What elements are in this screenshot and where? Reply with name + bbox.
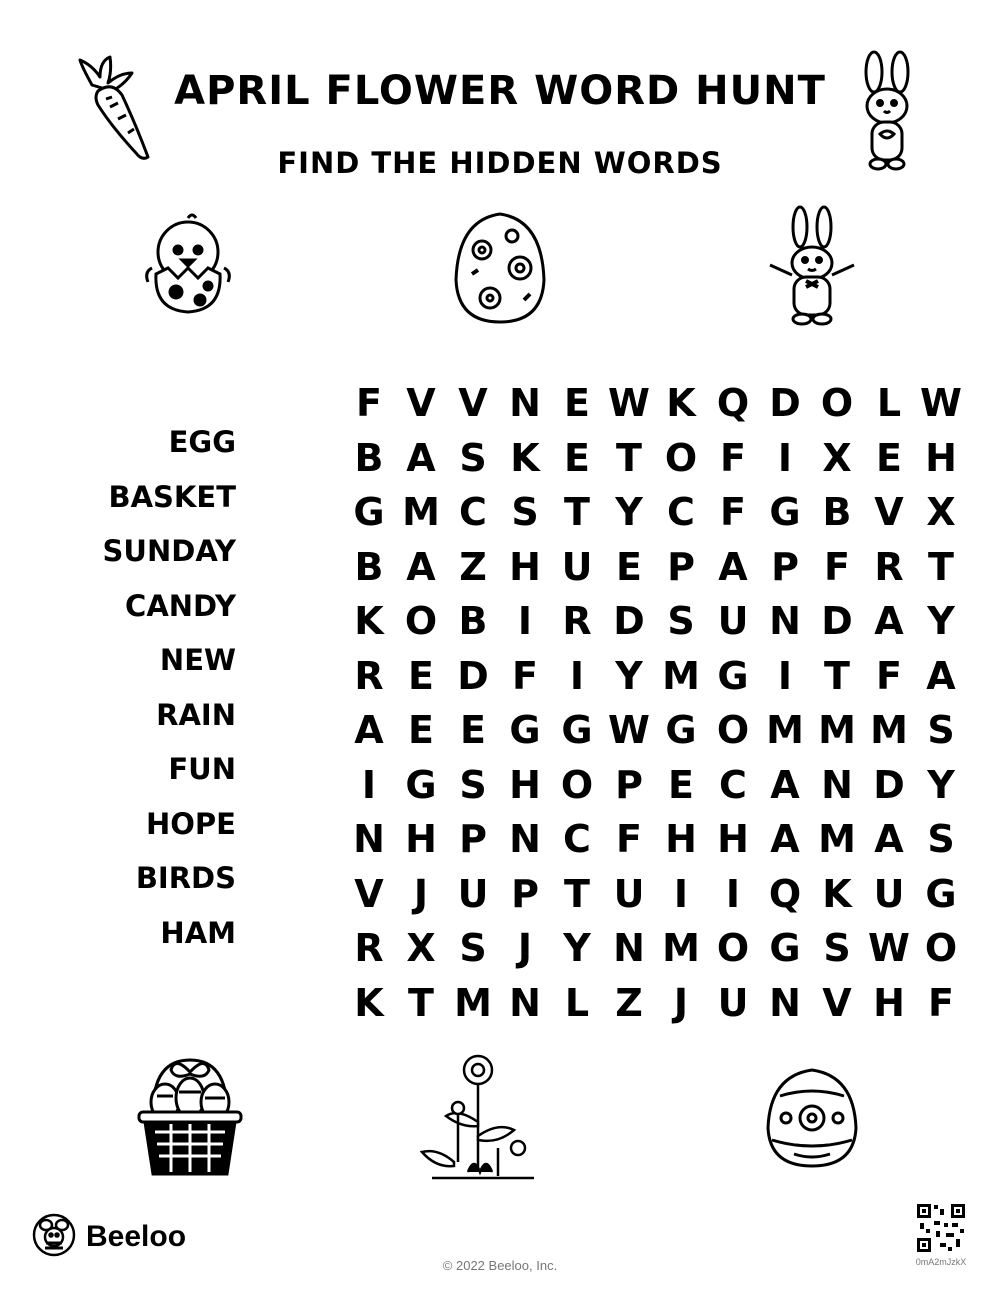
easter-basket-icon bbox=[135, 1052, 245, 1182]
grid-cell: N bbox=[613, 926, 645, 971]
word-list-item: FUN bbox=[168, 752, 236, 786]
word-list-item: HOPE bbox=[146, 806, 236, 841]
grid-cell: W bbox=[608, 708, 650, 753]
grid-cell: V bbox=[354, 871, 384, 916]
grid-cell: F bbox=[720, 435, 746, 480]
grid-cell: H bbox=[509, 544, 541, 589]
grid-cell: A bbox=[770, 762, 800, 807]
grid-cell: Y bbox=[615, 653, 643, 698]
grid-cell: P bbox=[615, 762, 643, 807]
grid-cell: H bbox=[925, 435, 957, 480]
grid-cell: H bbox=[665, 817, 697, 862]
grid-cell: U bbox=[457, 871, 489, 916]
word-list-item: CANDY bbox=[125, 588, 236, 623]
grid-cell: Z bbox=[459, 544, 487, 589]
grid-cell: N bbox=[821, 762, 853, 807]
word-list-item: RAIN bbox=[156, 697, 236, 732]
grid-cell: Y bbox=[927, 762, 955, 807]
grid-cell: W bbox=[608, 381, 650, 426]
grid-cell: C bbox=[563, 817, 591, 862]
grid-cell: T bbox=[928, 544, 954, 589]
grid-cell: P bbox=[771, 544, 799, 589]
page-title: APRIL FLOWER WORD HUNT bbox=[174, 68, 826, 114]
grid-cell: H bbox=[509, 762, 541, 807]
grid-cell: A bbox=[874, 817, 904, 862]
waving-bunny-icon bbox=[762, 205, 862, 327]
grid-cell: P bbox=[511, 871, 539, 916]
grid-cell: D bbox=[821, 599, 853, 644]
grid-cell: R bbox=[562, 599, 592, 644]
grid-cell: N bbox=[769, 599, 801, 644]
grid-cell: G bbox=[405, 762, 437, 807]
grid-cell: S bbox=[459, 762, 487, 807]
grid-cell: R bbox=[354, 926, 384, 971]
grid-cell: A bbox=[406, 435, 436, 480]
grid-cell: D bbox=[613, 599, 645, 644]
grid-cell: J bbox=[413, 871, 429, 916]
grid-cell: I bbox=[517, 599, 533, 644]
grid-cell: T bbox=[408, 980, 434, 1025]
grid-cell: E bbox=[408, 708, 434, 753]
bunny-icon bbox=[852, 50, 922, 172]
grid-cell: E bbox=[460, 708, 486, 753]
grid-cell: O bbox=[716, 708, 750, 753]
grid-cell: X bbox=[822, 435, 852, 480]
grid-cell: T bbox=[616, 435, 642, 480]
grid-cell: Q bbox=[768, 871, 802, 916]
word-list bbox=[60, 418, 236, 963]
grid-cell: T bbox=[564, 490, 590, 535]
grid-cell: M bbox=[402, 490, 440, 535]
grid-cell: O bbox=[404, 599, 438, 644]
grid-cell: S bbox=[459, 435, 487, 480]
grid-cell: S bbox=[927, 817, 955, 862]
grid-cell: M bbox=[818, 817, 856, 862]
grid-cell: X bbox=[406, 926, 436, 971]
copyright-text: © 2022 Beeloo, Inc. bbox=[442, 1258, 558, 1273]
grid-cell: I bbox=[725, 871, 741, 916]
qr-code-id: 0mA2mJzkX bbox=[915, 1257, 967, 1267]
grid-cell: G bbox=[509, 708, 541, 753]
brand-name: Beeloo bbox=[86, 1220, 187, 1253]
page-subtitle: FIND THE HIDDEN WORDS bbox=[277, 146, 723, 180]
grid-cell: K bbox=[666, 381, 696, 426]
grid-cell: A bbox=[406, 544, 436, 589]
grid-cell: J bbox=[673, 980, 689, 1025]
grid-cell: B bbox=[458, 599, 488, 644]
grid-cell: W bbox=[868, 926, 910, 971]
grid-cell: B bbox=[354, 544, 384, 589]
grid-cell: S bbox=[823, 926, 851, 971]
grid-cell: I bbox=[569, 653, 585, 698]
grid-cell: T bbox=[564, 871, 590, 916]
grid-cell: Q bbox=[716, 381, 750, 426]
flowers-icon bbox=[418, 1052, 548, 1184]
grid-cell: V bbox=[822, 980, 852, 1025]
grid-cell: N bbox=[509, 817, 541, 862]
grid-cell: R bbox=[874, 544, 904, 589]
grid-cell: A bbox=[770, 817, 800, 862]
grid-cell: S bbox=[927, 708, 955, 753]
grid-cell: D bbox=[457, 653, 489, 698]
grid-cell: E bbox=[668, 762, 694, 807]
carrot-icon bbox=[70, 55, 160, 165]
grid-cell: H bbox=[717, 817, 749, 862]
grid-cell: J bbox=[517, 926, 533, 971]
chick-icon bbox=[138, 210, 238, 320]
grid-cell: K bbox=[354, 599, 384, 644]
grid-cell: K bbox=[354, 980, 384, 1025]
grid-cell: E bbox=[564, 435, 590, 480]
grid-cell: T bbox=[824, 653, 850, 698]
grid-cell: N bbox=[509, 381, 541, 426]
grid-cell: F bbox=[616, 817, 642, 862]
grid-cell: U bbox=[873, 871, 905, 916]
qr-code-icon bbox=[916, 1203, 966, 1257]
grid-cell: M bbox=[818, 708, 856, 753]
grid-cell: D bbox=[873, 762, 905, 807]
easter-egg-icon bbox=[452, 210, 548, 325]
grid-cell: U bbox=[613, 871, 645, 916]
grid-cell: N bbox=[509, 980, 541, 1025]
grid-cell: V bbox=[874, 490, 904, 535]
grid-cell: N bbox=[769, 980, 801, 1025]
grid-cell: O bbox=[924, 926, 958, 971]
grid-cell: S bbox=[667, 599, 695, 644]
grid-cell: C bbox=[459, 490, 487, 535]
grid-cell: D bbox=[769, 381, 801, 426]
grid-cell: G bbox=[769, 926, 801, 971]
grid-cell: A bbox=[926, 653, 956, 698]
grid-cell: H bbox=[873, 980, 905, 1025]
word-list-item: SUNDAY bbox=[102, 534, 236, 568]
grid-cell: M bbox=[662, 926, 700, 971]
bee-logo-icon bbox=[32, 1213, 76, 1261]
grid-cell: L bbox=[876, 381, 902, 426]
grid-cell: O bbox=[560, 762, 594, 807]
grid-cell: G bbox=[925, 871, 957, 916]
grid-cell: G bbox=[561, 708, 593, 753]
grid-cell: F bbox=[824, 544, 850, 589]
grid-cell: R bbox=[354, 653, 384, 698]
word-list-item: HAM bbox=[160, 915, 236, 950]
grid-cell: K bbox=[510, 435, 540, 480]
grid-cell: U bbox=[717, 599, 749, 644]
grid-cell: L bbox=[564, 980, 590, 1025]
grid-cell: K bbox=[822, 871, 852, 916]
grid-cell: G bbox=[769, 490, 801, 535]
grid-cell: C bbox=[719, 762, 747, 807]
grid-cell: F bbox=[928, 980, 954, 1025]
word-list-item: EGG bbox=[168, 425, 236, 459]
grid-cell: O bbox=[820, 381, 854, 426]
grid-cell: M bbox=[870, 708, 908, 753]
grid-cell: Y bbox=[927, 599, 955, 644]
grid-cell: U bbox=[717, 980, 749, 1025]
grid-cell: N bbox=[353, 817, 385, 862]
grid-cell: B bbox=[354, 435, 384, 480]
grid-cell: P bbox=[459, 817, 487, 862]
grid-cell: Y bbox=[615, 490, 643, 535]
grid-cell: U bbox=[561, 544, 593, 589]
grid-cell: X bbox=[926, 490, 956, 535]
grid-cell: I bbox=[673, 871, 689, 916]
grid-cell: E bbox=[876, 435, 902, 480]
grid-cell: A bbox=[874, 599, 904, 644]
word-list-item: BASKET bbox=[108, 479, 236, 514]
grid-cell: I bbox=[777, 653, 793, 698]
grid-cell: W bbox=[920, 381, 962, 426]
grid-cell: B bbox=[822, 490, 852, 535]
grid-cell: F bbox=[512, 653, 538, 698]
word-list-item: NEW bbox=[159, 643, 236, 677]
grid-cell: P bbox=[667, 544, 695, 589]
grid-cell: C bbox=[667, 490, 695, 535]
grid-cell: A bbox=[354, 708, 384, 753]
grid-cell: G bbox=[353, 490, 385, 535]
word-list-item: BIRDS bbox=[135, 861, 236, 895]
decorated-egg-icon bbox=[764, 1066, 860, 1170]
grid-cell: O bbox=[664, 435, 698, 480]
grid-cell: E bbox=[616, 544, 642, 589]
grid-cell: E bbox=[408, 653, 434, 698]
grid-cell: G bbox=[717, 653, 749, 698]
grid-cell: F bbox=[876, 653, 902, 698]
grid-cell: M bbox=[454, 980, 492, 1025]
grid-cell: G bbox=[665, 708, 697, 753]
grid-cell: E bbox=[564, 381, 590, 426]
grid-cell: Y bbox=[563, 926, 591, 971]
grid-cell: M bbox=[766, 708, 804, 753]
brand-logo bbox=[32, 1213, 186, 1261]
grid-cell: Z bbox=[615, 980, 643, 1025]
word-search-grid bbox=[343, 376, 967, 1030]
grid-cell: F bbox=[356, 381, 382, 426]
grid-cell: H bbox=[405, 817, 437, 862]
grid-cell: I bbox=[777, 435, 793, 480]
grid-cell: O bbox=[716, 926, 750, 971]
grid-cell: S bbox=[511, 490, 539, 535]
grid-cell: V bbox=[458, 381, 488, 426]
grid-cell: I bbox=[361, 762, 377, 807]
grid-cell: F bbox=[720, 490, 746, 535]
grid-cell: A bbox=[718, 544, 748, 589]
grid-cell: S bbox=[459, 926, 487, 971]
grid-cell: V bbox=[406, 381, 436, 426]
grid-cell: M bbox=[662, 653, 700, 698]
